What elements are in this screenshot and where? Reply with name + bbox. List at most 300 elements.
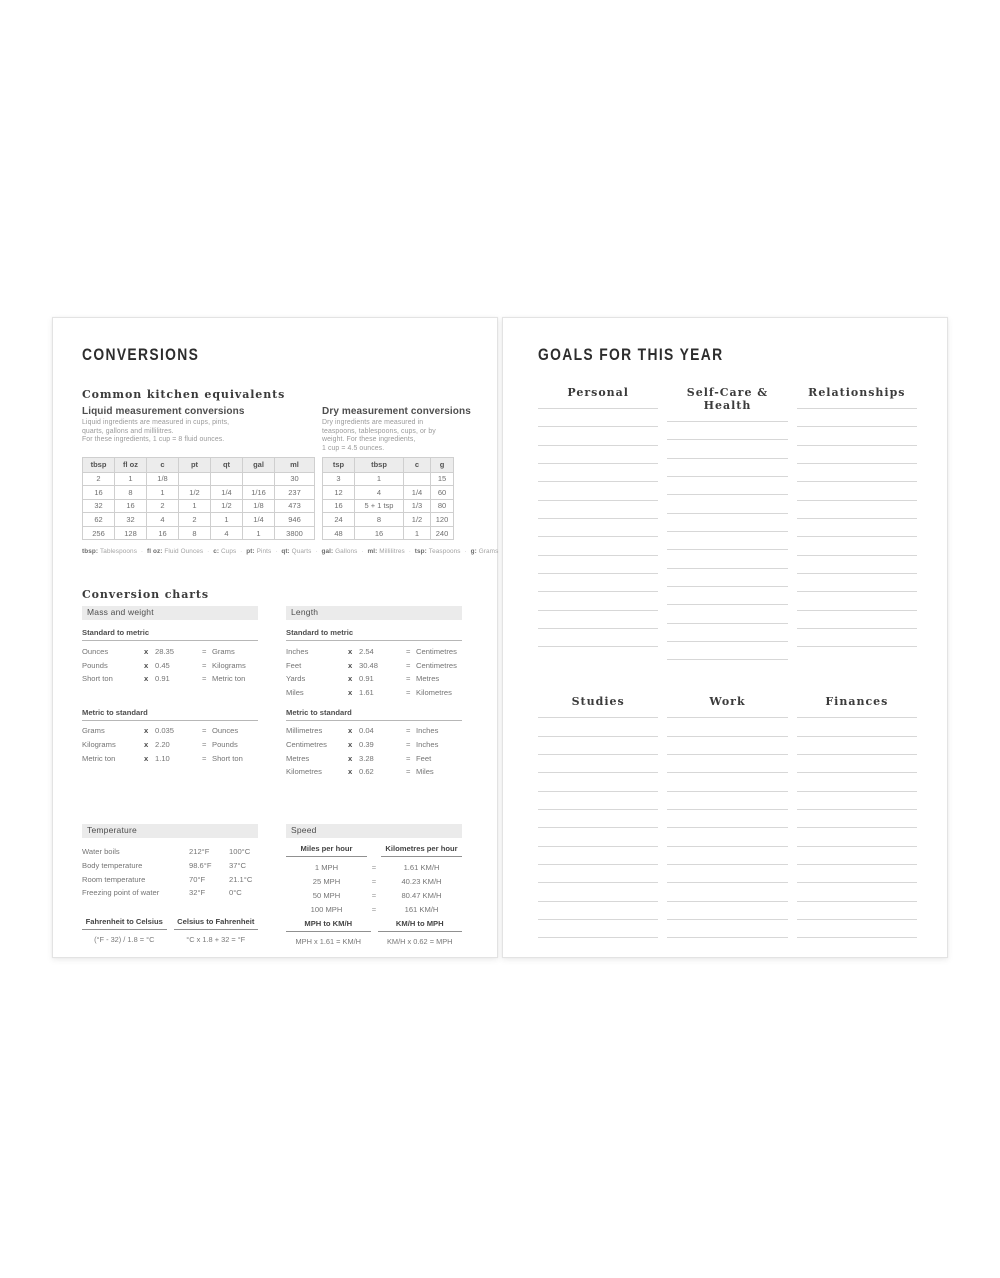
description-line: For these ingredients, 1 cup = 8 fluid ounces. [82,436,225,444]
equals-symbol: = [371,877,377,887]
conversion-row [286,658,462,672]
ruled-line [667,440,787,458]
footnote-separator: · [238,548,245,556]
ruled-line [797,537,917,555]
table-row [83,458,315,473]
speed-chart [286,824,462,946]
equals-symbol: = [202,753,207,763]
column-header: tbsp [355,458,404,473]
conversion-rows [82,724,258,765]
charts-row-1 [82,606,479,778]
ruled-line [538,501,658,519]
formula-column [378,919,463,946]
table-row [323,472,454,486]
table-cell [404,472,431,486]
table-cell: 3800 [275,526,315,540]
abbreviation: tbsp: [82,548,100,556]
table-cell: 80 [431,499,454,513]
table-cell: 16 [83,486,115,500]
conversion-charts-heading: Conversion charts [82,588,210,602]
table-cell: 30 [275,472,315,486]
ruled-line [667,810,787,828]
abbreviation: tsp: [414,548,429,556]
speed-column-header: Kilometres per hour [381,844,462,857]
table-cell: 1 [115,472,147,486]
temperature-label: Room temperature [82,874,146,884]
column-header: tbsp [83,458,115,473]
equals-symbol: = [406,660,411,670]
ruled-line [538,792,658,810]
charts-row-2 [82,824,479,946]
table-cell: 16 [115,499,147,513]
goal-column-header: Work [709,695,746,709]
temperature-row [82,872,258,886]
goal-column-header: Personal [567,386,629,399]
kitchen-columns [82,406,479,540]
mass-groups [82,628,258,765]
mass-weight-chart [82,606,258,778]
conversion-row [286,644,462,658]
table-body [83,472,315,540]
ruled-line [797,737,917,755]
ruled-line [797,847,917,865]
table-cell: 8 [115,486,147,500]
ruled-line [797,708,917,718]
ruled-line [667,883,787,901]
table-cell: 60 [431,486,454,500]
table-cell: 1/8 [147,472,179,486]
ruled-line [538,755,658,773]
ruled-line [538,611,658,629]
abbreviation-name: Fluid Ounces [164,548,204,556]
abbreviation-name: Grams [478,548,499,556]
ruled-line [667,920,787,938]
kmh-value: 80.47 KM/H [401,891,442,901]
unit-label: Centimetres [286,739,327,749]
factor-value: 0.39 [359,739,374,749]
abbreviation: ml: [367,548,380,556]
result-unit-label: Kilograms [212,660,246,670]
equals-symbol: = [371,905,377,915]
abbreviation-footnote [82,548,499,556]
multiply-symbol: x [144,740,149,750]
result-unit-label: Centimetres [416,646,457,656]
formula-text: KM/H x 0.62 = MPH [386,936,453,946]
goal-column [797,695,917,938]
ruled-line [538,708,658,718]
group-heading: Metric to standard [286,708,462,721]
footnote-separator: · [273,548,280,556]
equals-symbol: = [406,767,411,777]
goals-section [538,695,917,938]
multiply-symbol: x [348,726,353,736]
table-cell: 8 [355,513,404,527]
length-groups [286,628,462,778]
table-header-row [323,458,454,473]
ruled-line [667,865,787,883]
spacer [367,844,381,857]
result-unit-label: Metric ton [212,674,246,684]
result-unit-label: Inches [416,726,439,736]
ruled-line [667,773,787,791]
unit-label: Yards [286,674,306,684]
liquid-measurement-table [82,457,315,540]
abbreviation-name: Teaspoons [428,548,461,556]
formula-column [174,917,259,944]
table-cell: 1/2 [404,513,431,527]
equals-symbol: = [406,688,411,698]
factor-value: 1.10 [155,753,170,763]
ruled-line [538,865,658,883]
description-line: quarts, gallons and millilitres. [82,427,174,435]
footnote-separator: · [359,548,366,556]
planner-spread [52,317,948,958]
abbreviation: gal: [321,548,336,556]
column-header: pt [179,458,211,473]
column-header: gal [243,458,275,473]
mass-weight-bar: Mass and weight [82,606,258,620]
table-cell: 62 [83,513,115,527]
fahrenheit-value: 212°F [189,847,210,857]
unit-label: Grams [82,726,105,736]
ruled-lines [667,412,787,660]
ruled-line [797,574,917,592]
kmh-value: 40.23 KM/H [401,877,442,887]
ruled-line [667,495,787,513]
ruled-line [667,847,787,865]
goal-column [667,695,787,938]
equals-symbol: = [406,726,411,736]
ruled-line [667,587,787,605]
formula-heading: MPH to KM/H [286,919,371,932]
conversion-row [82,672,258,686]
unit-label: Inches [286,646,309,656]
equals-symbol: = [406,646,411,656]
conversion-rows [286,644,462,699]
length-bar: Length [286,606,462,620]
abbreviation-name: Pints [256,548,272,556]
multiply-symbol: x [348,660,353,670]
goal-column-header: Relationships [808,386,906,399]
multiply-symbol: x [348,739,353,749]
description-line: 1 cup = 4.5 ounces. [322,444,385,452]
table-cell: 2 [83,472,115,486]
conversion-group [82,708,258,765]
footnote-separator: · [313,548,320,556]
table-row [83,499,315,513]
factor-value: 0.45 [155,660,170,670]
table-cell: 32 [83,499,115,513]
temperature-row [82,845,258,859]
multiply-symbol: x [348,753,353,763]
table-cell: 473 [275,499,315,513]
ruled-line [797,501,917,519]
temperature-row [82,859,258,873]
ruled-line [797,810,917,828]
result-unit-label: Ounces [212,726,239,736]
footnote-separator: · [406,548,413,556]
temperature-formulas [82,917,258,944]
goal-column-header: Studies [571,695,625,709]
abbreviation-name: Tablespoons [100,548,137,556]
multiply-symbol: x [348,646,353,656]
ruled-line [538,883,658,901]
table-cell: 8 [179,526,211,540]
equals-symbol: = [202,674,207,684]
formula-heading: Celsius to Fahrenheit [174,917,259,930]
formula-text: MPH x 1.61 = KM/H [295,936,361,946]
goal-column [797,386,917,660]
ruled-line [538,482,658,500]
ruled-line [797,519,917,537]
factor-value: 3.28 [359,753,374,763]
abbreviation-name: Gallons [335,548,358,556]
table-row [83,472,315,486]
table-cell: 32 [115,513,147,527]
equals-symbol: = [406,739,411,749]
column-header: fl oz [115,458,147,473]
result-unit-label: Short ton [212,753,243,763]
result-unit-label: Feet [416,753,432,763]
dry-conversions-column [322,406,479,540]
multiply-symbol: x [144,660,149,670]
group-heading: Standard to metric [286,628,462,641]
ruled-line [797,556,917,574]
temperature-chart [82,824,258,946]
abbreviation: fl oz: [146,548,165,556]
table-cell: 16 [147,526,179,540]
equals-symbol: = [371,891,377,901]
conversion-row [286,672,462,686]
ruled-line [667,792,787,810]
table-cell: 1/16 [243,486,275,500]
table-cell [211,472,243,486]
temperature-label: Body temperature [82,860,143,870]
factor-value: 0.91 [155,674,170,684]
ruled-line [667,737,787,755]
formula-column [82,917,167,944]
goal-column-header: Finances [825,695,889,709]
conversion-group [286,628,462,699]
ruled-line [667,422,787,440]
table-cell: 15 [431,472,454,486]
column-header: c [404,458,431,473]
temperature-label: Water boils [82,847,120,857]
table-row [83,513,315,527]
page-title: CONVERSIONS [82,346,200,364]
result-unit-label: Centimetres [416,660,457,670]
table-row [323,499,454,513]
equals-symbol: = [406,674,411,684]
table-cell: 1 [147,486,179,500]
ruled-line [538,409,658,427]
equals-symbol: = [202,660,207,670]
ruled-line [667,708,787,718]
ruled-line [538,902,658,920]
table-cell: 1/2 [179,486,211,500]
table-cell: 3 [323,472,355,486]
multiply-symbol: x [144,726,149,736]
ruled-line [667,412,787,422]
table-cell: 2 [179,513,211,527]
factor-value: 2.20 [155,740,170,750]
ruled-line [538,828,658,846]
ruled-lines [797,399,917,647]
abbreviation: g: [470,548,479,556]
result-unit-label: Inches [416,739,439,749]
ruled-line [538,519,658,537]
kitchen-equivalents-heading: Common kitchen equivalents [82,388,286,401]
goals-section [538,386,917,660]
factor-value: 0.035 [155,726,175,736]
conversion-rows [82,644,258,685]
footnote-separator: · [462,548,469,556]
ruled-line [538,399,658,409]
conversion-row [286,751,462,765]
fahrenheit-value: 32°F [189,888,206,898]
table-row [323,526,454,540]
kmh-value: 1.61 KM/H [403,863,440,873]
ruled-line [797,427,917,445]
abbreviation-name: Millilitres [379,548,405,556]
table-row [83,486,315,500]
ruled-lines [667,708,787,938]
celsius-value: 37°C [229,860,246,870]
description-line: weight. For these ingredients, [322,436,416,444]
fahrenheit-value: 98.6°F [189,860,212,870]
liquid-description [82,419,322,455]
unit-label: Short ton [82,674,113,684]
abbreviation: c: [213,548,221,556]
table-row [323,486,454,500]
unit-label: Ounces [82,646,109,656]
result-unit-label: Miles [416,767,434,777]
ruled-line [538,592,658,610]
ruled-line [797,773,917,791]
table-cell: 4 [147,513,179,527]
table-cell: 16 [323,499,355,513]
length-chart [286,606,462,778]
table-row [323,513,454,527]
equals-symbol: = [202,740,207,750]
table-cell: 1/4 [243,513,275,527]
footnote-separator: · [205,548,212,556]
equals-symbol: = [371,863,377,873]
unit-label: Metric ton [82,753,116,763]
ruled-line [667,459,787,477]
temperature-rows [82,845,258,900]
unit-label: Kilograms [82,740,116,750]
column-header: c [147,458,179,473]
ruled-line [538,464,658,482]
conversions-page [52,317,498,958]
ruled-line [538,446,658,464]
factor-value: 30.48 [359,660,379,670]
conversion-group [82,628,258,685]
factor-value: 0.91 [359,674,374,684]
liquid-conversions-column [82,406,322,540]
factor-value: 0.04 [359,726,374,736]
ruled-line [797,464,917,482]
mph-value: 100 MPH [310,905,343,915]
table-cell: 120 [431,513,454,527]
mph-value: 1 MPH [314,863,339,873]
ruled-line [797,792,917,810]
table-cell: 12 [323,486,355,500]
equals-symbol: = [406,753,411,763]
table-cell: 2 [147,499,179,513]
ruled-line [538,847,658,865]
table-header-row [83,458,315,473]
table-cell: 256 [83,526,115,540]
kmh-value: 161 KM/H [404,905,439,915]
goal-column [538,695,658,938]
ruled-line [667,718,787,736]
ruled-line [667,624,787,642]
table-cell [179,472,211,486]
ruled-line [667,605,787,623]
speed-row [286,903,462,917]
ruled-line [797,883,917,901]
ruled-line [797,755,917,773]
ruled-line [797,718,917,736]
goal-column [538,386,658,660]
table-cell: 1/8 [243,499,275,513]
table-cell: 1/4 [211,486,243,500]
table-cell: 4 [211,526,243,540]
group-heading: Standard to metric [82,628,258,641]
table-cell: 946 [275,513,315,527]
goals-page [502,317,948,958]
ruled-line [797,399,917,409]
goal-column [667,386,787,660]
table-body [323,472,454,540]
ruled-line [538,556,658,574]
ruled-lines [797,708,917,938]
conversion-row [286,724,462,738]
speed-column-headers [286,844,462,857]
formula-heading: KM/H to MPH [378,919,463,932]
ruled-line [667,550,787,568]
speed-rows [286,861,462,917]
ruled-line [538,810,658,828]
page-title: GOALS FOR THIS YEAR [538,346,724,364]
table-cell: 240 [431,526,454,540]
ruled-line [538,574,658,592]
factor-value: 28.35 [155,646,175,656]
abbreviation: qt: [281,548,292,556]
table-cell: 48 [323,526,355,540]
factor-value: 0.62 [359,767,374,777]
unit-label: Pounds [82,660,108,670]
ruled-line [538,920,658,938]
description-line: Liquid ingredients are measured in cups, pints, [82,419,230,426]
speed-formulas [286,919,462,946]
formula-text: °C x 1.8 + 32 = °F [186,934,246,944]
formula-text: (°F - 32) / 1.8 = °C [94,934,155,944]
group-heading: Metric to standard [82,708,258,721]
ruled-line [797,902,917,920]
ruled-line [667,477,787,495]
abbreviation: pt: [246,548,257,556]
goals-sections [538,386,917,938]
ruled-line [538,718,658,736]
multiply-symbol: x [348,674,353,684]
ruled-line [538,773,658,791]
ruled-line [538,537,658,555]
conversion-row [82,724,258,738]
table-cell: 4 [355,486,404,500]
